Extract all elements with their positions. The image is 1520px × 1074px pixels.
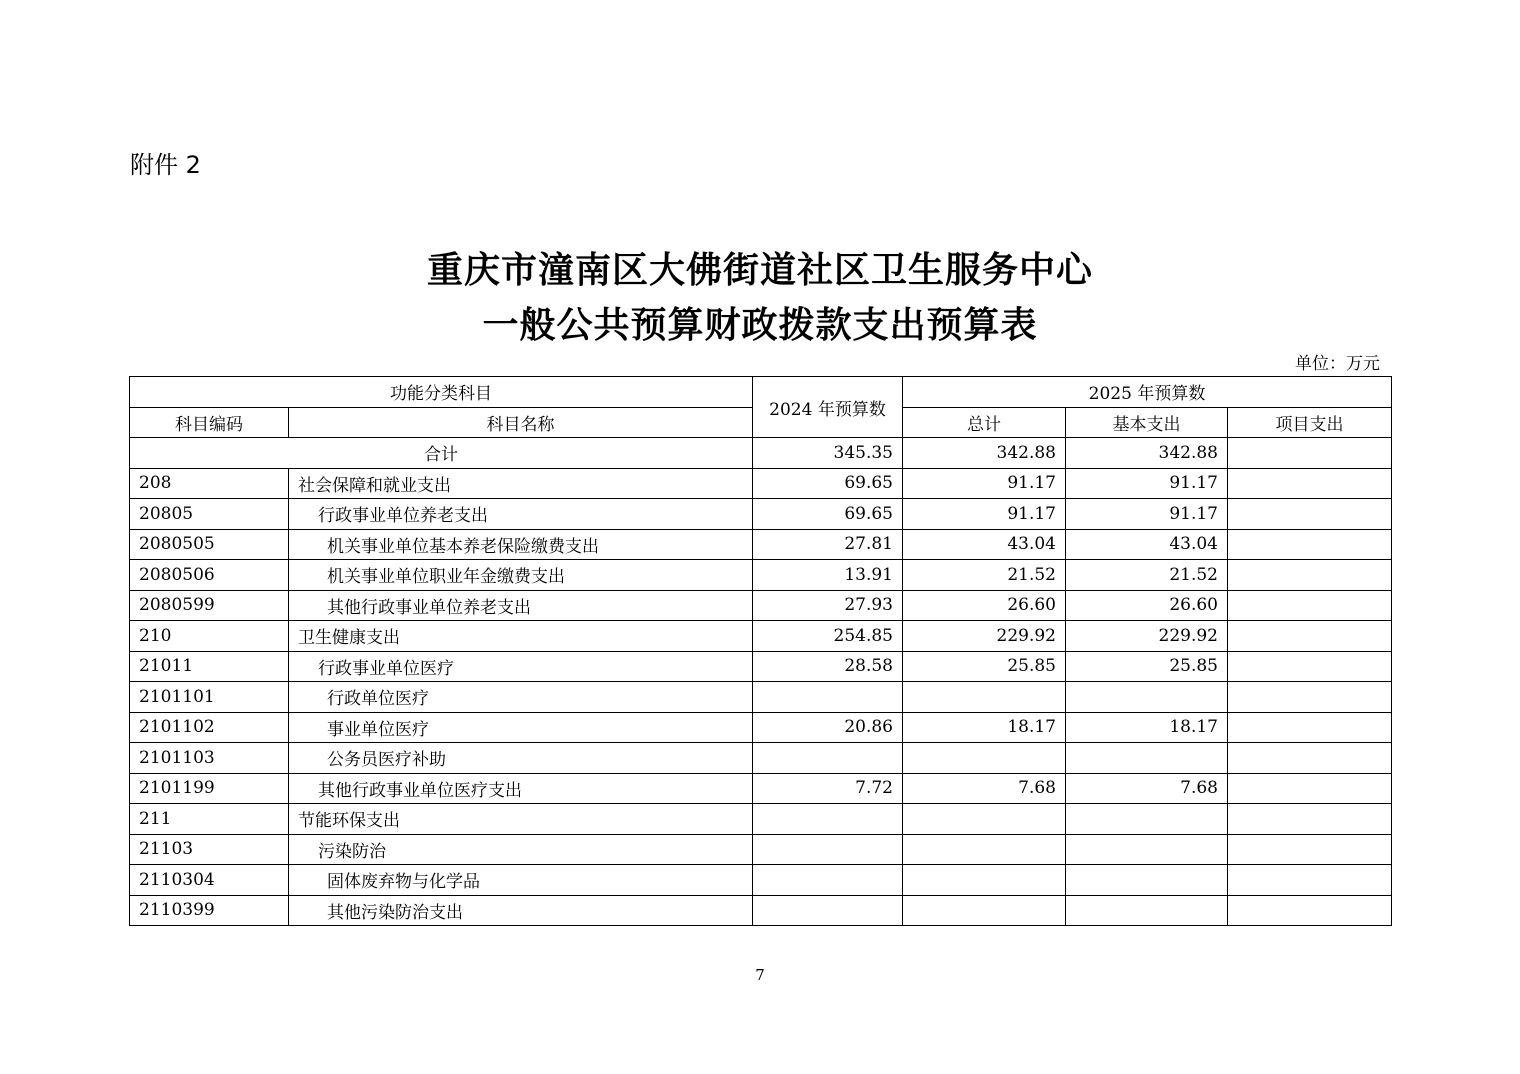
table-row — [130, 621, 1392, 652]
row-project — [1228, 651, 1392, 682]
row-basic: 26.60 — [1066, 590, 1228, 621]
header-budget-2025: 2025 年预算数 — [903, 377, 1392, 408]
row-basic — [1066, 804, 1228, 835]
row-total: 26.60 — [903, 590, 1066, 621]
row-basic: 229.92 — [1066, 621, 1228, 652]
row-name: 行政事业单位养老支出 — [289, 499, 753, 530]
table-row — [130, 804, 1392, 835]
row-b2024 — [753, 804, 903, 835]
table-row — [130, 682, 1392, 713]
page-title-line2: 一般公共预算财政拨款支出预算表 — [482, 304, 1038, 346]
row-project — [1228, 529, 1392, 560]
row-code: 21103 — [130, 834, 289, 865]
row-name: 其他行政事业单位医疗支出 — [289, 773, 753, 804]
row-b2024 — [753, 895, 903, 926]
row-basic: 18.17 — [1066, 712, 1228, 743]
row-name: 其他污染防治支出 — [289, 895, 753, 926]
row-project — [1228, 804, 1392, 835]
total-project — [1228, 438, 1392, 469]
row-code: 2110304 — [130, 865, 289, 896]
row-total — [903, 895, 1066, 926]
row-b2024: 7.72 — [753, 773, 903, 804]
page-number: 7 — [755, 966, 765, 984]
table-row — [130, 743, 1392, 774]
row-basic: 25.85 — [1066, 651, 1228, 682]
row-code: 2101199 — [130, 773, 289, 804]
row-basic: 91.17 — [1066, 499, 1228, 530]
row-total: 25.85 — [903, 651, 1066, 682]
row-total — [903, 682, 1066, 713]
row-total: 7.68 — [903, 773, 1066, 804]
row-name: 固体废弃物与化学品 — [289, 865, 753, 896]
row-b2024: 27.93 — [753, 590, 903, 621]
row-project — [1228, 560, 1392, 591]
row-code: 2101102 — [130, 712, 289, 743]
row-b2024: 254.85 — [753, 621, 903, 652]
header-row-1 — [130, 377, 1392, 408]
row-project — [1228, 682, 1392, 713]
row-name: 卫生健康支出 — [289, 621, 753, 652]
row-project — [1228, 621, 1392, 652]
table-row — [130, 468, 1392, 499]
row-basic: 91.17 — [1066, 468, 1228, 499]
row-code: 2110399 — [130, 895, 289, 926]
total-basic: 342.88 — [1066, 438, 1228, 469]
row-name: 公务员医疗补助 — [289, 743, 753, 774]
table-row — [130, 560, 1392, 591]
row-basic: 7.68 — [1066, 773, 1228, 804]
row-total: 91.17 — [903, 499, 1066, 530]
table-row — [130, 529, 1392, 560]
row-total: 91.17 — [903, 468, 1066, 499]
row-total — [903, 834, 1066, 865]
row-total: 229.92 — [903, 621, 1066, 652]
table-row — [130, 712, 1392, 743]
row-project — [1228, 499, 1392, 530]
header-category: 功能分类科目 — [130, 377, 753, 408]
row-basic — [1066, 834, 1228, 865]
row-b2024: 27.81 — [753, 529, 903, 560]
total-b2024: 345.35 — [753, 438, 903, 469]
row-b2024 — [753, 865, 903, 896]
row-project — [1228, 773, 1392, 804]
row-project — [1228, 590, 1392, 621]
header-basic: 基本支出 — [1066, 407, 1228, 438]
row-total — [903, 743, 1066, 774]
row-code: 211 — [130, 804, 289, 835]
row-b2024: 20.86 — [753, 712, 903, 743]
row-basic — [1066, 682, 1228, 713]
row-code: 2080505 — [130, 529, 289, 560]
row-total — [903, 804, 1066, 835]
row-name: 事业单位医疗 — [289, 712, 753, 743]
total-total: 342.88 — [903, 438, 1066, 469]
row-code: 208 — [130, 468, 289, 499]
row-code: 2101103 — [130, 743, 289, 774]
row-code: 2080599 — [130, 590, 289, 621]
row-code: 210 — [130, 621, 289, 652]
row-b2024: 13.91 — [753, 560, 903, 591]
row-basic — [1066, 743, 1228, 774]
annex-label: 附件 2 — [130, 151, 201, 179]
row-b2024 — [753, 682, 903, 713]
unit-label: 单位：万元 — [1295, 354, 1380, 374]
row-name: 机关事业单位基本养老保险缴费支出 — [289, 529, 753, 560]
row-basic: 43.04 — [1066, 529, 1228, 560]
row-basic — [1066, 865, 1228, 896]
budget-table — [129, 376, 1392, 926]
row-total: 43.04 — [903, 529, 1066, 560]
row-total: 21.52 — [903, 560, 1066, 591]
header-code: 科目编码 — [130, 407, 289, 438]
row-name: 行政事业单位医疗 — [289, 651, 753, 682]
table-row — [130, 499, 1392, 530]
header-name: 科目名称 — [289, 407, 753, 438]
row-b2024: 28.58 — [753, 651, 903, 682]
row-b2024 — [753, 743, 903, 774]
row-project — [1228, 834, 1392, 865]
header-budget-2024: 2024 年预算数 — [753, 377, 903, 438]
row-code: 21011 — [130, 651, 289, 682]
row-total: 18.17 — [903, 712, 1066, 743]
table-row — [130, 834, 1392, 865]
row-code: 2101101 — [130, 682, 289, 713]
page-title-line1: 重庆市潼南区大佛街道社区卫生服务中心 — [426, 249, 1093, 291]
row-name: 节能环保支出 — [289, 804, 753, 835]
row-name: 行政单位医疗 — [289, 682, 753, 713]
row-basic — [1066, 895, 1228, 926]
row-project — [1228, 712, 1392, 743]
table-row — [130, 895, 1392, 926]
total-label: 合计 — [130, 438, 753, 469]
row-name: 其他行政事业单位养老支出 — [289, 590, 753, 621]
table-row — [130, 651, 1392, 682]
row-basic: 21.52 — [1066, 560, 1228, 591]
row-b2024 — [753, 834, 903, 865]
row-name: 社会保障和就业支出 — [289, 468, 753, 499]
row-b2024: 69.65 — [753, 468, 903, 499]
row-name: 污染防治 — [289, 834, 753, 865]
table-row — [130, 590, 1392, 621]
header-project: 项目支出 — [1228, 407, 1392, 438]
row-project — [1228, 743, 1392, 774]
row-project — [1228, 468, 1392, 499]
row-code: 2080506 — [130, 560, 289, 591]
row-b2024: 69.65 — [753, 499, 903, 530]
row-code: 20805 — [130, 499, 289, 530]
row-project — [1228, 865, 1392, 896]
table-row — [130, 865, 1392, 896]
row-project — [1228, 895, 1392, 926]
table-row — [130, 773, 1392, 804]
row-total — [903, 865, 1066, 896]
row-name: 机关事业单位职业年金缴费支出 — [289, 560, 753, 591]
total-row — [130, 438, 1392, 469]
header-total: 总计 — [903, 407, 1066, 438]
